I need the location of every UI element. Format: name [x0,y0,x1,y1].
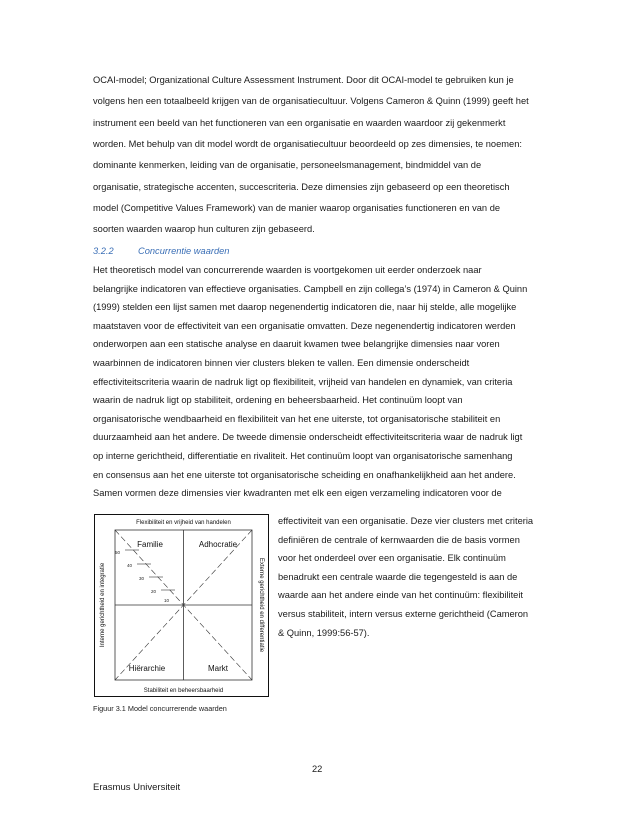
paragraph2-line: belangrijke indicatoren van effectieve organisaties. Campbell en zijn collega’s (1974) in Cameron & Quinn [93,283,528,294]
quadrant-markt: Markt [208,664,228,673]
paragraph1-line: volgens hen een totaalbeeld krijgen van de organisatiecultuur. Volgens Cameron & Quinn (1999) geeft het [93,96,529,107]
paragraph2-line: duurzaamheid aan het andere. De tweede dimensie onderscheidt effectiviteitscriteria waar de nadruk ligt [93,432,523,443]
paragraph2-line: en consensus aan het ene uiterste tot organisatorische scheiding en onafhankelijkheid aan het andere. [93,469,516,480]
paragraph1-line: organisatie, strategische accenten, succescriteria. Deze dimensies zijn gebaseerd op een theoretisch [93,181,510,192]
section-number: 3.2.2 [93,246,114,256]
wrap-line: voor het onderdeel over een organisatie. Elk continuüm [278,553,506,564]
wrap-line: definiëren de centrale of kernwaarden die de basis vormen [278,534,520,545]
page-number: 22 [312,764,323,774]
quadrant-hierarchie: Hiërarchie [128,664,166,673]
paragraph2-line: organisatorische wendbaarheid en flexibiliteit van het ene uiterste, tot organisatorische stabiliteit en [93,413,501,424]
scale-30: 30 [139,576,145,581]
section-title: Concurrentie waarden [138,246,230,256]
section-heading [93,246,229,256]
axis-label-bottom: Stabiliteit en beheersbaarheid [143,688,224,694]
wrap-line: waarde aan het andere einde van het continuüm: flexibiliteit [278,590,523,601]
paragraph2-line: Het theoretisch model van concurrerende waarden is voortgekomen uit eerder onderzoek naar [93,265,482,275]
figure-caption: Figuur 3.1 Model concurrerende waarden [93,704,227,713]
footer-university: Erasmus Universiteit [93,782,181,793]
paragraph1-line: model (Competitive Values Framework) van de manier waarop organisaties functioneren en van de [93,202,501,213]
axis-label-right: Externe gerichtheid en differentiatie [258,557,264,653]
paragraph1-line: soorten waarden waarop hun culturen zijn gebaseerd. [93,224,315,235]
scale-50: 50 [115,550,121,555]
paragraph1-line: OCAI-model; Organizational Culture Assessment Instrument. Door dit OCAI-model te gebruiken kun je [93,75,514,85]
axis-label-left: Interne gerichtheid en integratie [100,562,106,648]
competing-values-figure [94,514,269,697]
paragraph2-line: (1999) stelden een lijst samen met daarop negenendertig indicatoren die, naar hij stelde, alle mogelijke [93,302,517,313]
paragraph1-line: instrument een beeld van het functioneren van een organisatie en waarden waardoor zij gekenmerkt [93,117,506,128]
paragraph2-line: op interne gerichtheid, differentiatie en rivaliteit. Het continuüm loopt van organisatorische samenhang [93,451,513,461]
paragraph2-line: maatstaven voor de effectiviteit van een organisatie omvatten. Deze negenendertig indicatoren werden [93,320,516,331]
paragraph1-line: dominante kenmerken, leiding van de organisatie, personeelsmanagement, bindmiddel van de [93,160,482,171]
quadrant-adhocratie: Adhocratie [198,540,238,549]
scale-20: 20 [151,589,157,594]
paragraph2-line: waarbinnen de indicatoren binnen vier clusters bleken te vallen. Een dimensie onderscheidt [93,358,470,368]
wrap-line: versus stabiliteit, intern versus externe gerichtheid (Cameron [278,609,529,619]
wrap-line: effectiviteit van een organisatie. Deze vier clusters met criteria [278,516,534,526]
paragraph2-line: onderworpen aan een statische analyse en daaruit kwamen twee belangrijke dimensies naar voren [93,339,500,350]
paragraph2-line: waarin de nadruk ligt op stabiliteit, ordening en beheersbaarheid. Het continuüm loopt van [93,395,463,406]
axis-label-top: Flexibiliteit en vrijheid van handelen [136,520,231,526]
paragraph2-line: Samen vormen deze dimensies vier kwadranten met elk een eigen verzameling indicatoren voor de [93,488,502,499]
quadrant-familie: Familie [137,540,163,549]
wrap-line: benadrukt een centrale waarde die tegengesteld is aan de [278,571,518,582]
paragraph2-line: effectiviteitscriteria waarin de nadruk ligt op flexibiliteit, vrijheid van handelen en dynamiek, van criteria [93,376,513,387]
wrap-line: & Quinn, 1999:56-57). [278,627,370,638]
scale-10: 10 [164,598,170,603]
paragraph1-line: worden. Met behulp van dit model wordt de organisatiecultuur beoordeeld op zes dimensies, te noemen: [93,138,522,149]
scale-40: 40 [127,563,133,568]
